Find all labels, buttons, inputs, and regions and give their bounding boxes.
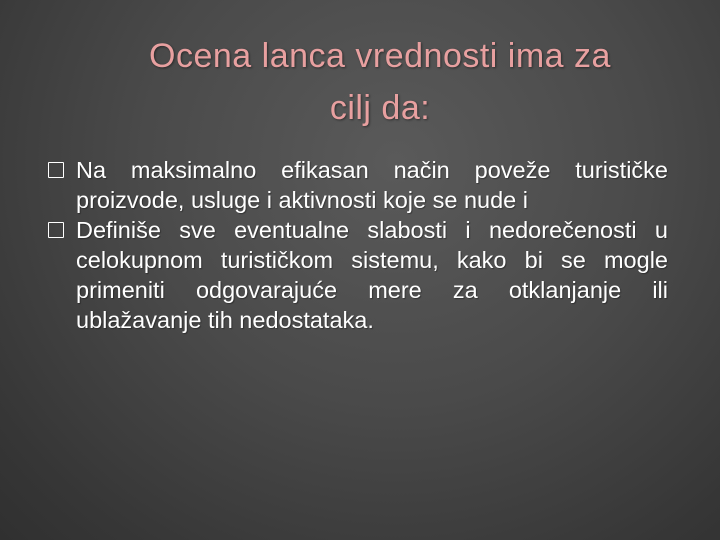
bullet-list xyxy=(48,155,668,335)
title-line-1: Ocena lanca vrednosti ima za xyxy=(149,37,611,75)
square-bullet-icon xyxy=(48,162,64,178)
slide-title xyxy=(60,30,700,134)
square-bullet-icon xyxy=(48,222,64,238)
title-line-2: cilj da: xyxy=(329,89,431,127)
bullet-text: Na maksimalno efikasan način poveže turističke proizvode, usluge i aktivnosti koje se nude i xyxy=(76,157,668,213)
bullet-item xyxy=(48,155,668,215)
bullet-text: Definiše sve eventualne slabosti i nedorečenosti u celokupnom turističkom sistemu, kako bi se mogle primeniti odgovarajuće mere za otklanjanje ili ublažavanje tih nedostataka. xyxy=(76,217,668,333)
bullet-item xyxy=(48,215,668,335)
